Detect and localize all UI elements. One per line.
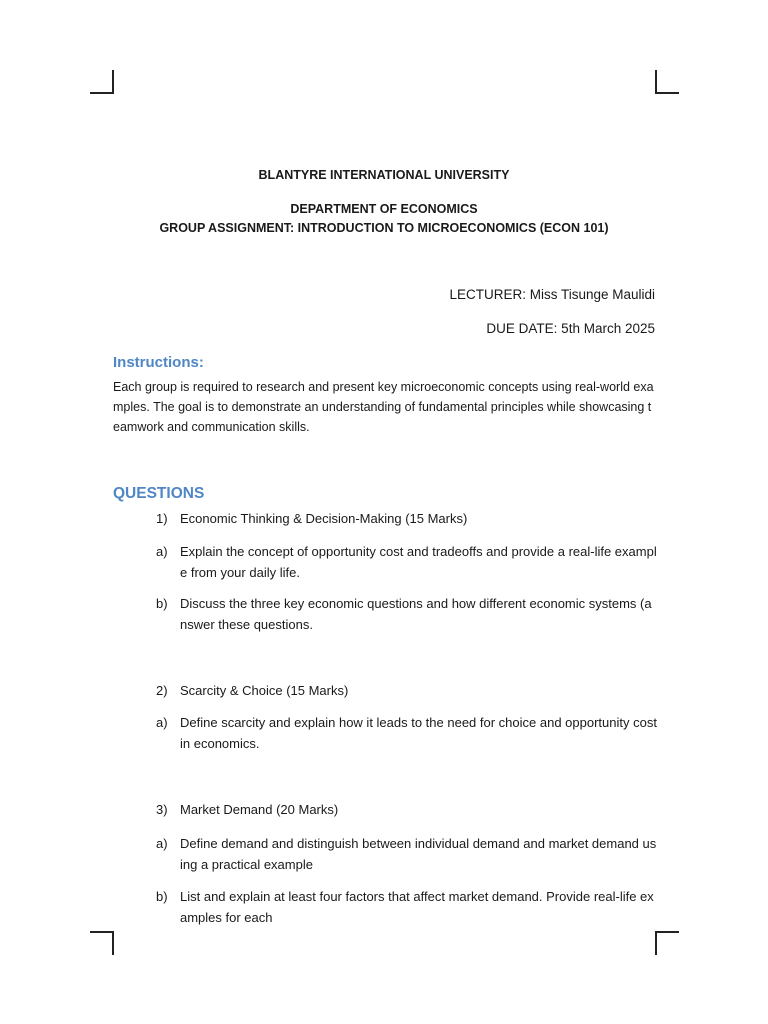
sub-question-text: Discuss the three key economic questions and how different economic systems (answer these questions.	[180, 596, 652, 632]
lecturer-line: LECTURER: Miss Tisunge Maulidi	[449, 287, 655, 302]
question-title: Market Demand (20 Marks)	[180, 802, 339, 817]
instructions-heading: Instructions:	[113, 354, 204, 371]
sub-question-letter: b)	[156, 596, 168, 611]
question-number: 2)	[156, 683, 168, 698]
sub-question-text: Explain the concept of opportunity cost and tradeoffs and provide a real-life example from your daily life.	[180, 544, 657, 580]
question-title: Scarcity & Choice (15 Marks)	[180, 683, 349, 698]
due-date-line: DUE DATE: 5th March 2025	[486, 321, 655, 336]
question-2	[156, 680, 658, 701]
sub-question-letter: a)	[156, 836, 168, 851]
question-3b	[156, 886, 658, 928]
sub-question-letter: a)	[156, 715, 168, 730]
sub-question-text: Define demand and distinguish between individual demand and market demand using a practical example	[180, 836, 657, 872]
sub-question-text: List and explain at least four factors that affect market demand. Provide real-life examples for each	[180, 889, 654, 925]
department-title: DEPARTMENT OF ECONOMICS	[290, 202, 478, 216]
sub-question-letter: b)	[156, 889, 168, 904]
crop-mark-bottom-right	[655, 931, 679, 955]
question-3a	[156, 833, 658, 875]
question-1	[156, 508, 658, 529]
question-3	[156, 799, 658, 820]
instructions-text: Each group is required to research and present key microeconomic concepts using real-world examples. The goal is to demonstrate an understanding of fundamental principles while showcasing teamwork and communication skills.	[113, 380, 654, 434]
assignment-title: GROUP ASSIGNMENT: INTRODUCTION TO MICROECONOMICS (ECON 101)	[159, 221, 609, 235]
questions-heading: QUESTIONS	[113, 485, 205, 502]
question-number: 3)	[156, 802, 168, 817]
question-1a	[156, 541, 658, 583]
crop-mark-top-left	[90, 70, 114, 94]
question-title: Economic Thinking & Decision-Making (15 Marks)	[180, 511, 468, 526]
sub-question-letter: a)	[156, 544, 168, 559]
university-title: BLANTYRE INTERNATIONAL UNIVERSITY	[258, 168, 510, 182]
crop-mark-bottom-left	[90, 931, 114, 955]
question-2a	[156, 712, 658, 754]
question-1b	[156, 593, 658, 635]
question-number: 1)	[156, 511, 168, 526]
sub-question-text: Define scarcity and explain how it leads to the need for choice and opportunity cost in economics.	[180, 715, 657, 751]
crop-mark-top-right	[655, 70, 679, 94]
